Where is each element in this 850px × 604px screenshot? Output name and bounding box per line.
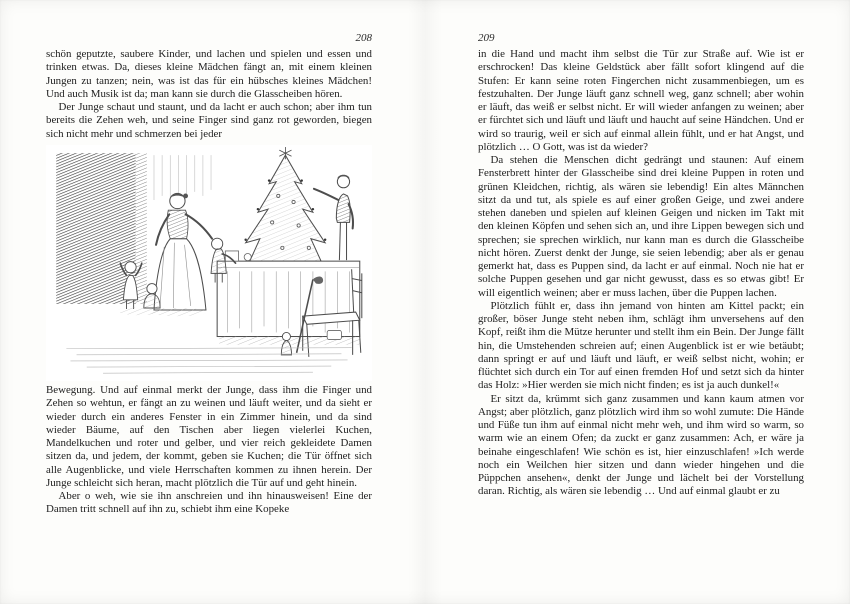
- doll: [282, 332, 290, 340]
- engraving-svg: [46, 145, 372, 381]
- christmas-party-illustration: [46, 145, 372, 381]
- page-left: [46, 32, 372, 517]
- page-gutter-shading: [408, 0, 442, 604]
- toy-drum: [327, 330, 341, 339]
- paragraph: Er sitzt da, krümmt sich ganz zusammen und kann kaum atmen vor Angst; aber plötzlich, ganz plötzlich wird ihm so wohl zumute: Die Hände und Füße tun ihm auf einmal nicht mehr weh, und ihm wird so warm, so warm wie an einem Ofen; da zuckt er ganz zusammen: Ach, er wäre ja beinahe eingeschlafen! Wie schön es ist, hier einzuschlafen! »Ich werde noch ein Weilchen hier sitzen und dann wieder hingehen und die Püppchen ansehen«, denkt der Junge und lächelt bei der Vorstellung daran. Richtig, als wären sie lebendig … Und auf einmal glaubt er zu: [478, 392, 804, 498]
- paragraph: Aber o weh, wie sie ihn anschreien und ihn hinausweisen! Eine der Damen tritt schnell auf ihn zu, schiebt ihm eine Kopeke: [46, 490, 372, 516]
- paragraph: Da stehen die Menschen dicht gedrängt und staunen: Auf einem Fensterbrett hinter der Glasscheibe sind drei kleine Puppen in roten und grünen Kleidchen, richtig, als wären sie lebendig! Ein altes Männchen sitzt da und tut, als spiele es auf einer großen Geige, und zwei andere stehen daneben und spielen auf kleinen Geigen und nicken im Takt mit den kleinen Köpfen und sehen sich an, und ihre Lippen bewegen sich und sprechen; sie sprechen wirklich, nur kann man es durch die Glasscheibe nicht hören. Zuerst denkt der Junge, sie seien lebendig; aber als er genau gemerkt hat, dass es Puppen sind, da lacht er auf einmal. Noch nie hat er solche Puppen gesehen und gar nicht gewusst, dass es so etwas gibt! Er will eigentlich weinen; aber er muss lachen, über die Puppen lachen.: [478, 154, 804, 299]
- shadow-children: [117, 307, 162, 315]
- page-number-right: 209: [478, 32, 495, 44]
- paragraph: Der Junge schaut und staunt, und da lacht er auch schon; aber ihm tun bereits die Zehen weh, und seine Finger sind ganz rot geworden, biegen sich nicht mehr und schmerzen bei jeder: [46, 101, 372, 140]
- page-right: [478, 32, 804, 499]
- paragraph: in die Hand und macht ihm selbst die Tür zur Straße auf. Wie ist er erschrocken! Das kleine Geldstück aber fällt sofort klingend auf die Stufen: Er kann seine roten Fingerchen nicht zusammenbiegen, um es festzuhalten. Der Junge läuft ganz schnell weg, ganz schnell; aber wohin er läuft, das weiß er selbst nicht. Er will wieder anfangen zu weinen; aber er fürchtet sich und läuft und läuft und haucht auf seine Händchen. Und er wird so traurig, weil er sich auf einmal allein fühlt, und er hat Angst, und plötzlich … O Gott, was ist da wieder?: [478, 48, 804, 153]
- page-number-left: 208: [355, 32, 372, 44]
- paragraph: Plötzlich fühlt er, dass ihn jemand von hinten am Kittel packt; ein großer, böser Junge steht neben ihm, schlägt ihm unversehens auf den Kopf, reißt ihm die Mütze herunter und stellt ihm ein Bein. Der Junge fällt hin, die Umstehenden schreien auf; einen Augenblick ist er wie betäubt; dann springt er auf und läuft und läuft, er weiß selbst nicht, wohin; er flüchtet sich durch ein Tor auf einen fremden Hof und setzt sich da hinter das Holz: »Hier werden sie mich nicht finden; es ist ja auch dunkel!«: [478, 299, 804, 392]
- paragraph: Bewegung. Und auf einmal merkt der Junge, dass ihm die Finger und Zehen so wehtun, er fängt an zu weinen und läuft weiter, und da sieht er wieder durch ein anderes Fenster in ein Zimmer hinein, und da sind wieder Bäume, auf den Tischen aber liegen vielerlei Kuchen, Mandelkuchen und roter und gelber, und vier reich gekleidete Damen sitzen da, und jedem, der kommt, geben sie Kuchen; die Tür öffnet sich alle Augenblicke, und viele Herrschaften kommen zu ihnen herein. Der Junge schleicht sich heran, macht plötzlich die Tür auf und geht hinein.: [46, 384, 372, 489]
- paragraph: schön geputzte, saubere Kinder, und lachen und spielen und essen und trinken etwas. Da, dieses kleine Mädchen fängt an, mit einem kleinen Jungen zu tanzen; nein, was ist das für ein hübsches kleines Mädchen! Und auch Musik ist da; man kann sie durch die Glasscheiben hören.: [46, 48, 372, 100]
